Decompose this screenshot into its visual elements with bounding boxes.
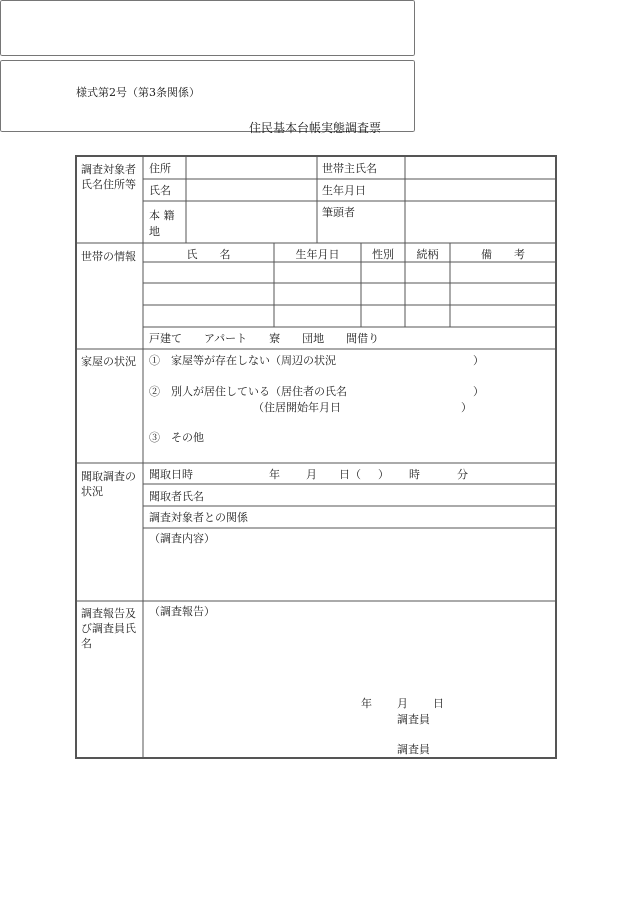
name-label: 氏名 — [149, 184, 171, 197]
col-header-relation: 続柄 — [416, 248, 439, 261]
interviewer-name-label: 聞取者氏名 — [149, 490, 204, 503]
domicile-label: 本 籍 地 — [149, 209, 175, 238]
interview-minute: 分 — [457, 468, 468, 481]
member-row-3-relation[interactable] — [407, 307, 448, 326]
interview-day: 日（ — [339, 468, 361, 481]
report-section-label: 調査報告及び調査員氏名 — [81, 607, 136, 650]
house-section-label: 家屋の状況 — [81, 355, 136, 368]
domicile-field[interactable] — [188, 203, 315, 241]
address-field[interactable] — [188, 158, 315, 178]
interview-content-label: （調査内容） — [149, 532, 215, 545]
family-head-field[interactable] — [407, 203, 554, 241]
interview-datetime-label: 聞取日時 — [149, 468, 193, 481]
investigator-1-field[interactable] — [436, 710, 552, 727]
member-row-1-name[interactable] — [145, 264, 272, 282]
member-row-1-birthdate[interactable] — [276, 264, 359, 282]
interview-weekday-close: ） — [378, 468, 389, 481]
member-row-1-relation[interactable] — [407, 264, 448, 282]
birthdate-field[interactable] — [407, 181, 554, 200]
relation-field[interactable] — [262, 508, 554, 527]
birthdate-label: 生年月日 — [322, 184, 366, 197]
family-head-label: 筆頭者 — [322, 206, 355, 219]
relation-label: 調査対象者との関係 — [149, 511, 248, 524]
address-label: 住所 — [149, 162, 171, 175]
member-row-2-remarks[interactable] — [452, 285, 554, 304]
member-row-3-birthdate[interactable] — [276, 307, 359, 326]
investigator-1-label: 調査員 — [397, 713, 430, 726]
report-date-day: 日 — [433, 697, 444, 710]
interviewer-name-field[interactable] — [215, 486, 554, 505]
member-row-3-name[interactable] — [145, 307, 272, 326]
interview-year: 年 — [269, 468, 280, 481]
member-row-3-remarks[interactable] — [452, 307, 554, 326]
name-field[interactable] — [188, 181, 315, 200]
household-head-field[interactable] — [407, 158, 554, 178]
report-date-year: 年 — [361, 697, 372, 710]
household-head-label: 世帯主氏名 — [322, 162, 377, 175]
form-number: 様式第2号（第3条関係） — [76, 86, 200, 99]
member-row-1-sex[interactable] — [363, 264, 403, 282]
house-option-2-start-close: ） — [461, 401, 472, 414]
report-date-month: 月 — [397, 697, 408, 710]
house-option-1-close: ） — [473, 354, 484, 367]
housing-type-options[interactable]: 戸建て アパート 寮 団地 間借り — [149, 332, 380, 345]
col-header-name: 氏 名 — [186, 248, 231, 261]
member-row-3-sex[interactable] — [363, 307, 403, 326]
col-header-remarks: 備 考 — [481, 248, 525, 261]
house-option-2-close: ） — [473, 385, 484, 398]
col-header-birthdate: 生年月日 — [295, 248, 340, 261]
house-option-3[interactable]: ③ その他 — [149, 431, 204, 444]
member-row-2-relation[interactable] — [407, 285, 448, 304]
house-option-2[interactable]: ② 別人が居住している（居住者の氏名 — [149, 385, 347, 398]
col-header-sex: 性別 — [372, 248, 394, 261]
investigator-2-field[interactable] — [436, 739, 552, 756]
member-row-2-sex[interactable] — [363, 285, 403, 304]
member-row-1-remarks[interactable] — [452, 264, 554, 282]
report-label: （調査報告） — [149, 605, 215, 618]
household-section-label: 世帯の情報 — [81, 250, 136, 263]
investigator-2-label: 調査員 — [397, 743, 430, 756]
house-option-2-start-date: （住居開始年月日 — [253, 401, 341, 414]
member-row-2-name[interactable] — [145, 285, 272, 304]
member-row-2-birthdate[interactable] — [276, 285, 359, 304]
house-option-1[interactable]: ① 家屋等が存在しない（周辺の状況 — [149, 354, 336, 367]
interview-month: 月 — [306, 468, 317, 481]
interview-hour: 時 — [409, 468, 420, 481]
target-section-label: 調査対象者氏名住所等 — [81, 163, 136, 191]
interview-section-label: 聞取調査の状況 — [81, 470, 136, 498]
form-title: 住民基本台帳実態調査票 — [248, 121, 381, 135]
